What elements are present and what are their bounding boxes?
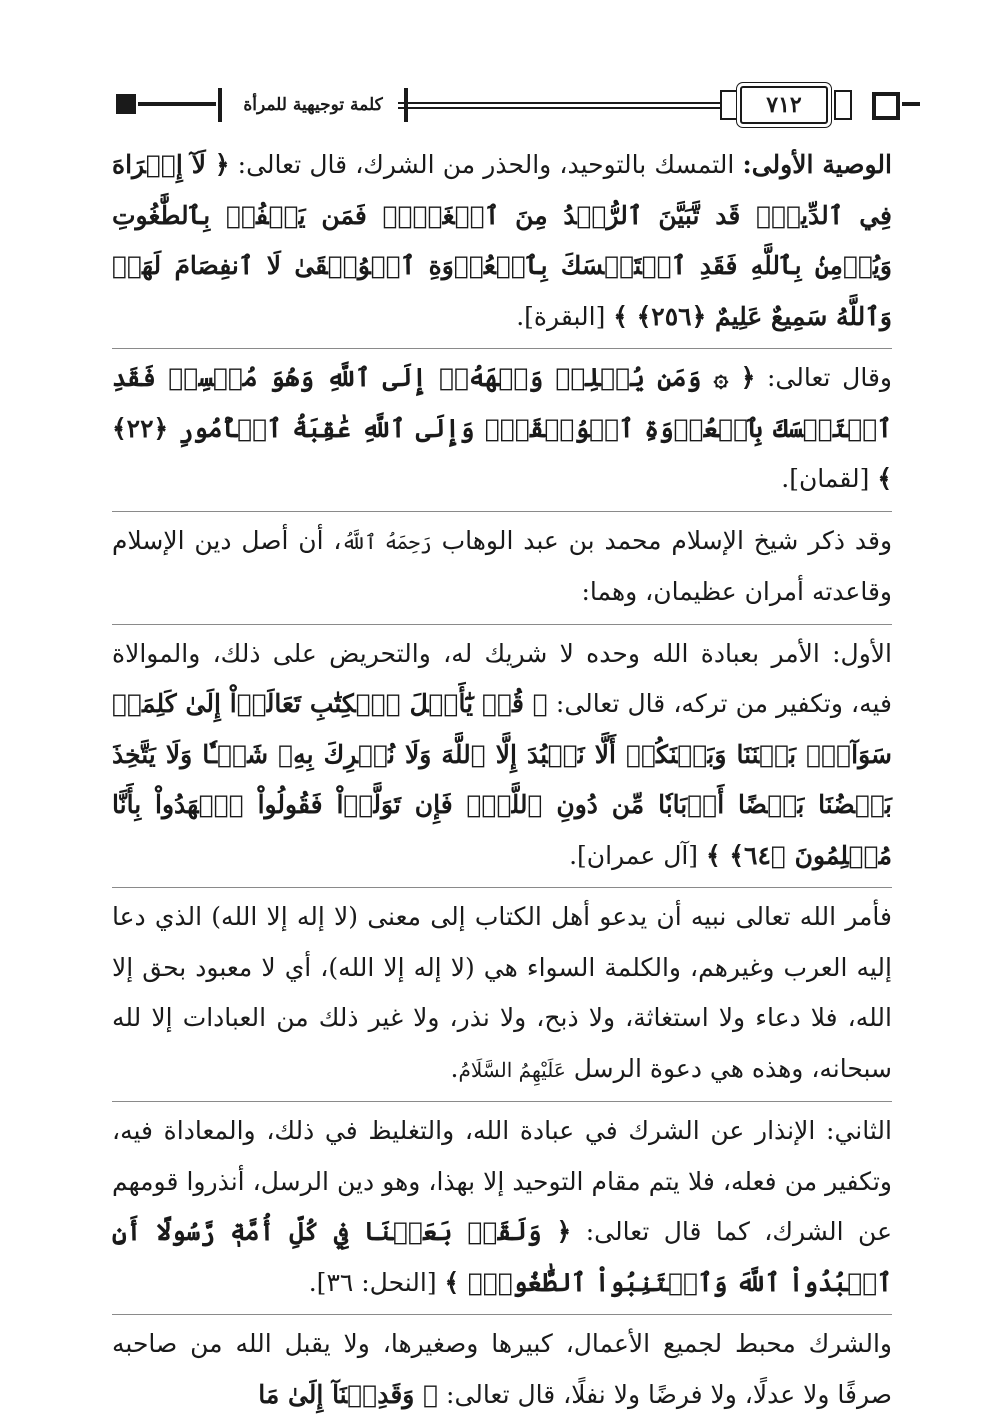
paragraph-text-cont: ، أن أصل دين الإسلام وقاعدته أمران عظيمان، وهما: bbox=[112, 525, 892, 606]
quran-quote: ﴿ وَقَدِمۡنَآ إِلَىٰ مَا bbox=[258, 1379, 439, 1409]
page-body bbox=[112, 140, 892, 1420]
page-number: ٧١٢ bbox=[740, 86, 828, 124]
quran-quote: ﴿ لَآ إِكۡرَاهَ فِي ٱلدِّينِۖ قَد تَّبَيَّنَ ٱلرُّشۡدُ مِنَ ٱلۡغَيِّۚ فَمَن يَكۡفُرۡ بِٱلطَّٰغُوتِ وَيُؤۡمِنۢ بِٱللَّهِ فَقَدِ ٱسۡتَمۡسَكَ بِٱلۡعُرۡوَةِ ٱلۡوُثۡقَىٰ لَا ٱنفِصَامَ لَهَاۗ وَٱللَّهُ سَمِيعٌ عَلِيمٌ ﴿٢٥٦﴾ ﴾ bbox=[112, 150, 892, 331]
header-rule-center bbox=[398, 102, 798, 109]
paragraph-5 bbox=[112, 887, 892, 1095]
surah-reference: [آل عمران]. bbox=[569, 840, 707, 870]
paragraph-text: وقد ذكر شيخ الإسلام محمد بن عبد الوهاب bbox=[431, 525, 893, 555]
surah-reference: [النحل: ٣٦]. bbox=[308, 1267, 445, 1297]
header-rule-left bbox=[138, 102, 216, 106]
surah-reference: [البقرة]. bbox=[516, 301, 614, 331]
paragraph-text: الأول: الأمر بعبادة الله وحده لا شريك له، والتحريض على ذلك، والموالاة فيه، وتكفير من تركه، قال تعالى: bbox=[112, 638, 893, 718]
paragraph-3 bbox=[112, 511, 892, 618]
paragraph-7 bbox=[112, 1314, 892, 1420]
quran-quote: ﴿ قُلۡ يَٰٓأَهۡلَ ٱلۡكِتَٰبِ تَعَالَوۡاْ إِلَىٰ كَلِمَةٖ سَوَآءِۭ بَيۡنَنَا وَبَيۡنَكُمۡ أَلَّا نَعۡبُدَ إِلَّا ٱللَّهَ وَلَا نُشۡرِكَ بِهِۦ شَيۡـٔٗا وَلَا يَتَّخِذَ بَعۡضُنَا بَعۡضًا أَرۡبَابٗا مِّن دُونِ ٱللَّهِۚ فَإِن تَوَلَّوۡاْ فَقُولُواْ ٱشۡهَدُواْ بِأَنَّا مُسۡلِمُونَ ﴿٦٤﴾ ﴾ bbox=[112, 689, 892, 870]
paragraph-text-cont: . bbox=[450, 1053, 459, 1083]
paragraph-1 bbox=[112, 140, 892, 342]
paragraph-4 bbox=[112, 624, 892, 882]
header-left-block-ornament bbox=[116, 94, 136, 114]
paragraph-text: وقال تعالى: bbox=[755, 363, 892, 392]
header-right-square-ornament bbox=[872, 92, 900, 120]
page-number-ornament-left bbox=[720, 90, 738, 120]
header-rule-right bbox=[902, 102, 920, 106]
paragraph-6 bbox=[112, 1101, 892, 1308]
honorific-symbol: رَحِمَهُ ٱللَّهُ bbox=[341, 529, 432, 554]
page-header bbox=[112, 84, 892, 128]
paragraph-text: التمسك بالتوحيد، والحذر من الشرك، قال تعالى: bbox=[229, 150, 743, 179]
quran-quote: ﴿ ۞ وَمَن يُسۡلِمۡ وَجۡهَهُۥٓ إِلَى ٱللَّهِ وَهُوَ مُحۡسِنٞ فَقَدِ ٱسۡتَمۡسَكَ بِٱلۡعُرۡوَةِ ٱلۡوُثۡقَىٰۗ وَإِلَى ٱللَّهِ عَٰقِبَةُ ٱلۡأُمُورِ ﴿٢٢﴾ ﴾ bbox=[112, 363, 892, 493]
paragraph-text: والشرك محبط لجميع الأعمال، كبيرها وصغيرها، ولا يقبل الله من صاحبه صرفًا ولا عدلًا، ولا فرضًا ولا نفلًا، قال تعالى: bbox=[112, 1329, 892, 1409]
paragraph-lead: الوصية الأولى: bbox=[742, 150, 892, 179]
paragraph-2 bbox=[112, 348, 892, 505]
paragraph-text: الثاني: الإنذار عن الشرك في عبادة الله، والتغليظ في ذلك، والمعاداة فيه، وتكفير من فعله، فلا يتم مقام التوحيد إلا بهذا، وهو دين الرسل، أنذروا قومهم عن الشرك، كما قال تعالى: bbox=[112, 1116, 893, 1246]
running-title: كلمة توجيهية للمرأة bbox=[218, 88, 408, 122]
quran-quote: ﴿ وَلَقَدۡ بَعَثۡنَا فِي كُلِّ أُمَّةٖ رَّسُولًا أَنِ ٱعۡبُدُواْ ٱللَّهَ وَٱجۡتَنِبُواْ ٱلطَّٰغُوتَۖ ﴾ bbox=[112, 1217, 892, 1297]
honorific-symbol: عَلَيْهِمُ السَّلَامُ bbox=[458, 1057, 566, 1082]
page-number-ornament-right bbox=[834, 90, 852, 120]
surah-reference: [لقمان]. bbox=[781, 464, 878, 493]
paragraph-text: فأمر الله تعالى نبيه أن يدعو أهل الكتاب إلى معنى (لا إله إلا الله) الذي دعا إليه العرب وغيرهم، والكلمة السواء هي (لا إله إلا الله)، أي لا معبود بحق إلا الله، فلا دعاء ولا استغاثة، ولا ذبح، ولا نذر، ولا غير ذلك من العبادات إلا لله سبحانه، وهذه هي دعوة الرسل bbox=[112, 902, 892, 1083]
